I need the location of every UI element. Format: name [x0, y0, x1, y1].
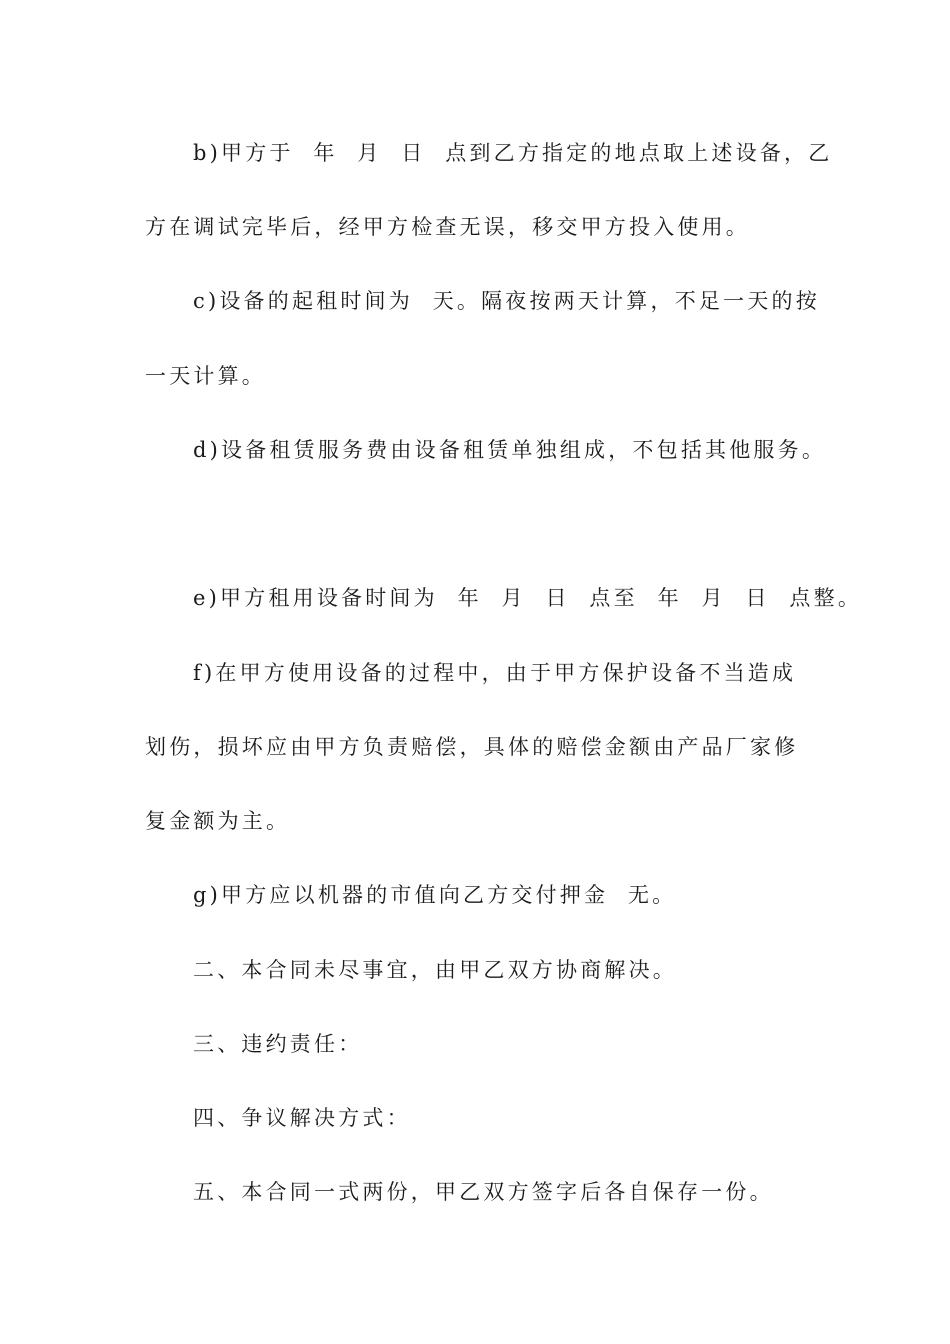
clause-b-line-1: b)甲方于 年 月 日 点到乙方指定的地点取上述设备，乙	[193, 141, 833, 165]
clause-f-line-1: f)在甲方使用设备的过程中，由于甲方保护设备不当造成	[193, 661, 797, 685]
clause-b-line-2: 方在调试完毕后，经甲方检查无误，移交甲方投入使用。	[145, 215, 750, 239]
clause-g-line-1: g)甲方应以机器的市值向乙方交付押金 无。	[193, 883, 677, 907]
section-3-line: 三、违约责任：	[193, 1032, 363, 1056]
clause-d-line-1: d)设备租赁服务费由设备租赁单独组成，不包括其他服务。	[193, 438, 827, 462]
clause-f-line-3: 复金额为主。	[145, 809, 291, 833]
clause-e-line-1: e)甲方租用设备时间为 年 月 日 点至 年 月 日 点整。	[193, 586, 863, 610]
clause-c-line-1: c)设备的起租时间为 天。隔夜按两天计算，不足一天的按	[193, 289, 820, 313]
section-4-line: 四、争议解决方式：	[193, 1106, 411, 1130]
clause-f-line-2: 划伤，损坏应由甲方负责赔偿，具体的赔偿金额由产品厂家修	[145, 735, 799, 759]
clause-c-line-2: 一天计算。	[145, 364, 266, 388]
section-2-line: 二、本合同未尽事宜，由甲乙双方协商解决。	[193, 958, 677, 982]
section-5-line: 五、本合同一式两份，甲乙双方签字后各自保存一份。	[193, 1180, 774, 1204]
